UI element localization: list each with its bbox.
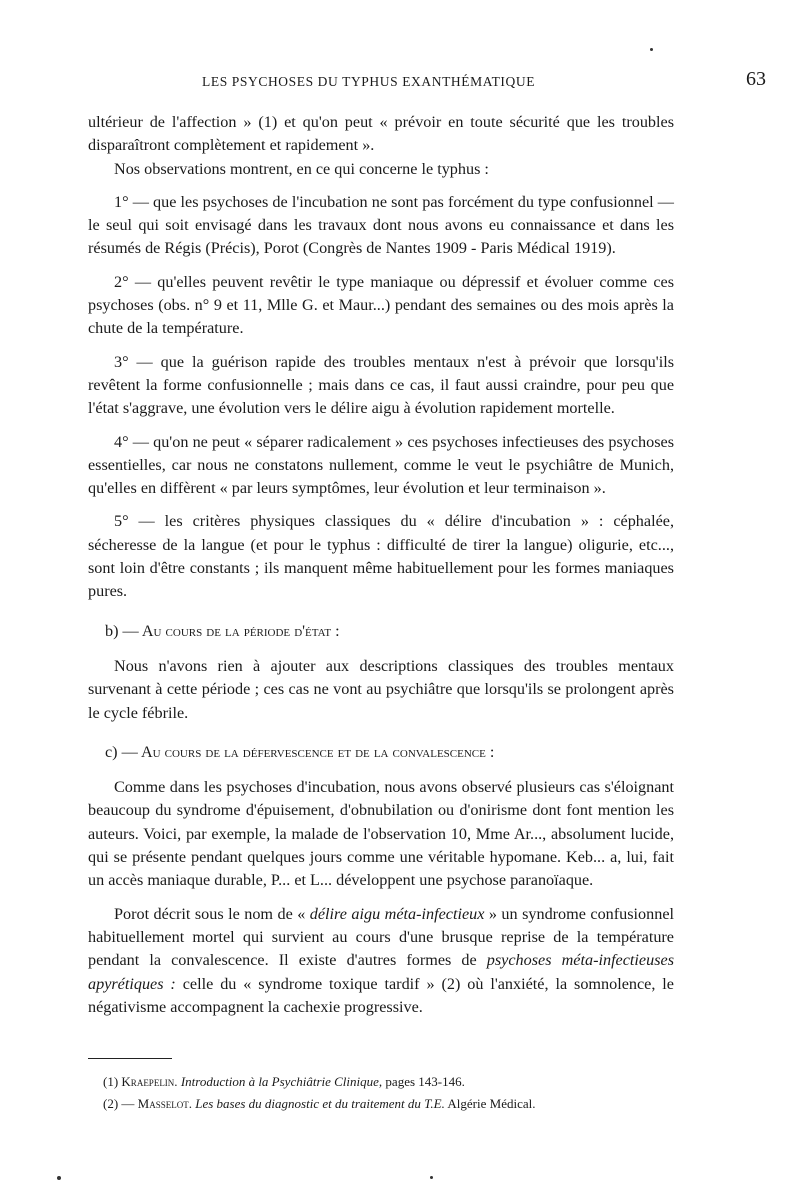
page-number: 63 xyxy=(746,68,766,90)
footnote-title: Introduction à la Psychiâtrie Clinique, xyxy=(180,1074,383,1089)
text-run: celle du « syndrome toxique tardif » (2) où l'anxiété, la somnolence, le négativisme accompagnent la cachexie progressive. xyxy=(88,974,674,1016)
footnote-dash: — xyxy=(118,1096,138,1111)
list-item: 1° — que les psychoses de l'incubation ne sont pas forcément du type confusionnel — le seul qui soit envisagé dans les travaux dont nous avons eu connaissance et dans les résumés de Régis (Précis), Porot (Congrès de Nantes 1909 - Paris Médical 1919). xyxy=(88,192,674,258)
footnote-rest: Algérie Médical. xyxy=(444,1096,536,1111)
footnote-rest: pages 143-146. xyxy=(382,1074,465,1089)
list-item: 3° — que la guérison rapide des troubles mentaux n'est à prévoir que lorsqu'ils revêtent la forme confusionnelle ; mais dans ce cas, il faut aussi craindre, pour peu que l'état s'aggrave, une évolution vers le délire aigu à évolution rapidement mortelle. xyxy=(88,352,674,418)
paragraph: Nous n'avons rien à ajouter aux descriptions classiques des troubles mentaux survenant à cette période ; ces cas ne vont au psychiâtre que lorsqu'ils se prolongent après le cycle fébrile. xyxy=(88,656,674,722)
footnote-rule xyxy=(88,1058,172,1059)
body-text xyxy=(88,111,674,1019)
paragraph xyxy=(88,903,674,1019)
running-title: LES PSYCHOSES DU TYPHUS EXANTHÉMATIQUE xyxy=(202,74,536,89)
section-marker: b) xyxy=(105,621,119,640)
page-header xyxy=(202,68,766,90)
text-run: » un syndrome confusionnel habituellement mortel qui survient au cours d'une brusque reprise de la température pendant la convalescence. Il existe d'autres formes de xyxy=(88,904,675,970)
footnote-1 xyxy=(103,1073,663,1091)
section-marker: c) xyxy=(105,742,118,761)
section-title: — Au cours de la période d'état : xyxy=(122,621,340,640)
list-item: 4° — qu'on ne peut « séparer radicalement » ces psychoses infectieuses des psychoses essentielles, car nous ne constatons nullement, comme le veut le psychiâtre de Munich, qu'elles en diffèrent « par leurs symptômes, leur évolution et leur terminaison ». xyxy=(88,432,674,498)
footnote-2 xyxy=(103,1095,663,1113)
footnote-author: Masselot. xyxy=(137,1096,192,1111)
paragraph: Nos observations montrent, en ce qui concerne le typhus : xyxy=(114,159,489,178)
footnote-title: Les bases du diagnostic et du traitement du T.E. xyxy=(195,1096,445,1111)
footnote-author: Kraepelin. xyxy=(121,1074,178,1089)
paragraph: Comme dans les psychoses d'incubation, nous avons observé plusieurs cas s'éloignant beaucoup du syndrome d'épuisement, d'obnubilation ou d'onirisme dont font mention les auteurs. Voici, par exemple, la malade de l'observation 10, Mme Ar..., absolument lucide, qui se présente pendant quelques jours comme une véritable hypomane. Keb... a, lui, fait un accès maniaque durable, P... et L... développent une psychose paranoïaque. xyxy=(88,778,674,890)
scan-speck xyxy=(57,1176,61,1180)
list-item: 2° — qu'elles peuvent revêtir le type maniaque ou dépressif et évoluer comme ces psychoses (obs. n° 9 et 11, Mlle G. et Maur...) pendant des semaines ou des mois après la chute de la température. xyxy=(88,272,674,338)
italic-term: délire aigu méta-infectieux xyxy=(309,904,485,923)
italic-term: psychoses méta-infectieuses apyrétiques : xyxy=(88,951,674,993)
section-heading-b xyxy=(88,620,674,643)
footnote-number: (2) xyxy=(103,1096,119,1111)
paragraph: ultérieur de l'affection » (1) et qu'on peut « prévoir en toute sécurité que les troubles disparaîtront complètement et rapidement ». xyxy=(88,113,674,155)
footnote-number: (1) xyxy=(103,1074,119,1089)
text-run: Porot décrit sous le nom de « xyxy=(114,904,310,923)
scan-speck xyxy=(430,1176,433,1179)
section-title: — Au cours de la défervescence et de la convalescence : xyxy=(121,742,495,761)
list-item: 5° — les critères physiques classiques du « délire d'incubation » : céphalée, sécheresse de la langue (et pour le typhus : difficulté de tirer la langue) oligurie, etc..., sont loin d'être constants ; ils manquent même habituellement pour les formes maniaques pures. xyxy=(88,512,674,601)
scan-speck xyxy=(650,48,653,51)
section-heading-c xyxy=(88,741,674,764)
